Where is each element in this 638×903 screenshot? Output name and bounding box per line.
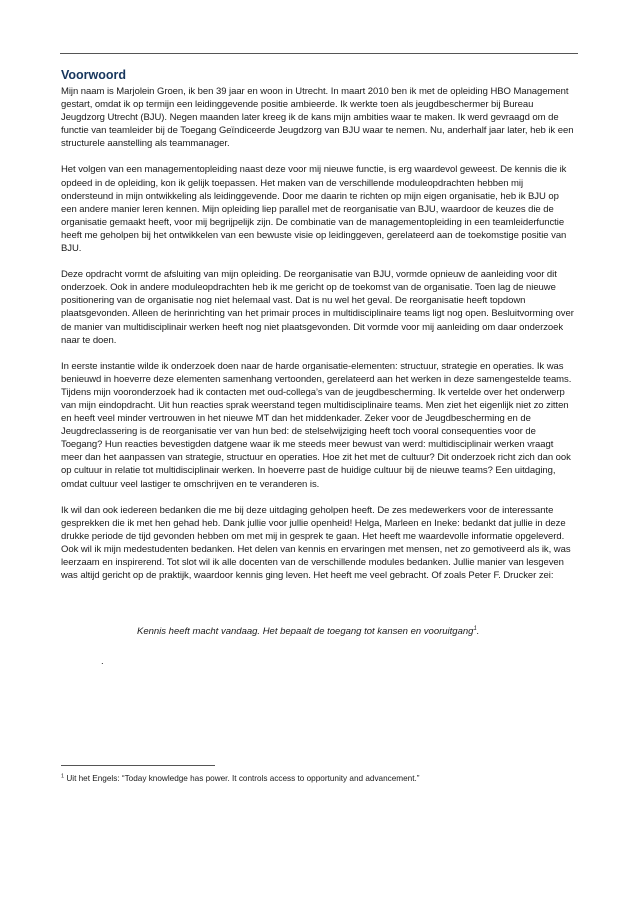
quote-end: . xyxy=(476,626,480,637)
paragraph-education: Het volgen van een managementopleiding naast deze voor mij nieuwe functie, is erg waardevol geweest. De kennis die ik opdeed in de opleiding, kon ik gelijk toepassen. Het maken van de verschillende moduleopdrachten hebben mij ondersteund in mijn ontwikkeling als leidinggevende. Door me daarin te richten op mijn eigen organisatie, heb ik BJU op een andere manier leren kennen. Mijn opleiding liep parallel met de reorganisatie van BJU, waardoor de keuzes die de organisatie gemaakt heeft, voor mij begrijpelijk zijn. De combinatie van de managementopleiding in een teamleiderfunctie heeft me geholpen bij het ontwikkelen van een bewuste visie op leidinggeven, gerelateerd aan de toekomstige positie van BJU. xyxy=(61,164,567,255)
footnote-reference[interactable]: 1 xyxy=(473,625,477,632)
stray-mark: . xyxy=(101,656,104,667)
footnote-text: Uit het Engels: “Today knowledge has power. It controls access to opportunity and advancement.” xyxy=(64,774,420,783)
document-title: Voorwoord xyxy=(61,68,127,82)
paragraph-intro: Mijn naam is Marjolein Groen, ik ben 39 jaar en woon in Utrecht. In maart 2010 ben ik met de opleiding HBO Management gestart, omdat ik op termijn een leidinggevende positie ambieerde. Ik werkte toen als jeugdbeschermer bij Bureau Jeugdzorg Utrecht (BJU). Negen maanden later kreeg ik de kans mijn ambities waar te maken. Ik werd gevraagd om de functie van teamleider bij de Toegang Geïndiceerde Jeugdzorg van BJU waar te nemen. Nu, anderhalf jaar later, heb ik een structurele aanstelling als teammanager. xyxy=(61,86,574,150)
footnote-marker: 1 xyxy=(61,773,65,780)
footnote xyxy=(61,773,577,784)
document-body xyxy=(61,68,577,582)
drucker-quote xyxy=(137,625,557,638)
footnote-separator xyxy=(61,765,215,766)
paragraph-assignment: Deze opdracht vormt de afsluiting van mijn opleiding. De reorganisatie van BJU, vormde opnieuw de aanleiding voor dit onderzoek. Ook in andere moduleopdrachten heb ik me gericht op de toekomst van de organisatie. Toen lag de nieuwe positionering van de organisatie nog niet helemaal vast. Dat is nu wel het geval. De reorganisatie heeft topdown plaatsgevonden. Alleen de herinrichting van het primair proces in multidisciplinaire teams ligt nog open. Besluitvorming over de manier van multidisciplinair werken heeft nog niet plaatsgevonden. Dit vormde voor mij aanleiding om daar onderzoek naar te doen. xyxy=(61,269,574,346)
paragraph-research: In eerste instantie wilde ik onderzoek doen naar de harde organisatie-elementen: structuur, strategie en operaties. Ik was benieuwd in hoeverre deze elementen samenhang vertoonden, gerelateerd aan het werken in deze samengestelde teams. Tijdens mijn vooronderzoek had ik contacten met oud-collega’s van de jeugdbescherming. Ik vertelde over het onderwerp van mijn eindopdracht. Uit hun reacties sprak weerstand tegen multidisciplinaire teams. Men ziet het eigenlijk niet zo zitten en heeft veel minder vertrouwen in het nieuwe MT dan het middenkader. Zeker voor de Jeugdbescherming en de Jeugdreclassering is de reorganisatie ver van hun bed: de stelselwijziging heeft toch vooral consequenties voor de Toegang? Hun reacties bevestigden datgene waar ik me steeds meer bewust van werd: multidisciplinair werken vraagt meer dan het aanpassen van strategie, structuur en operaties. Hoe zit het met de cultuur? Dit onderzoek richt zich dan ook op cultuur in relatie tot multidisciplinair werken. In hoeverre past de huidige cultuur bij de nieuwe teams? Een uitdaging, omdat cultuur veel lastiger te omschrijven en te veranderen is. xyxy=(61,360,572,490)
paragraph-thanks: Ik wil dan ook iedereen bedanken die me bij deze uitdaging geholpen heeft. De zes medewerkers voor de interessante gesprekken die ik met hen gehad heb. Dank jullie voor jullie openheid! Helga, Marleen en Ineke: bedankt dat jullie in deze drukke periode de tijd gevonden hebben om met mij in gesprek te gaan. Het heeft me waardevolle informatie opgeleverd. Ook wil ik mijn medestudenten bedanken. Het delen van kennis en ervaringen met mensen, net zo gemotiveerd als ik, was leerzaam en inspirerend. Tot slot wil ik alle docenten van de verschillende modules bedanken. Jullie manier van lesgeven was altijd gericht op de praktijk, waardoor kennis ging leven. Het heeft me veel gebracht. Of zoals Peter F. Drucker zei: xyxy=(61,504,571,582)
quote-text: Kennis heeft macht vandaag. Het bepaalt de toegang tot kansen en vooruitgang xyxy=(137,626,474,637)
header-rule xyxy=(60,53,578,54)
